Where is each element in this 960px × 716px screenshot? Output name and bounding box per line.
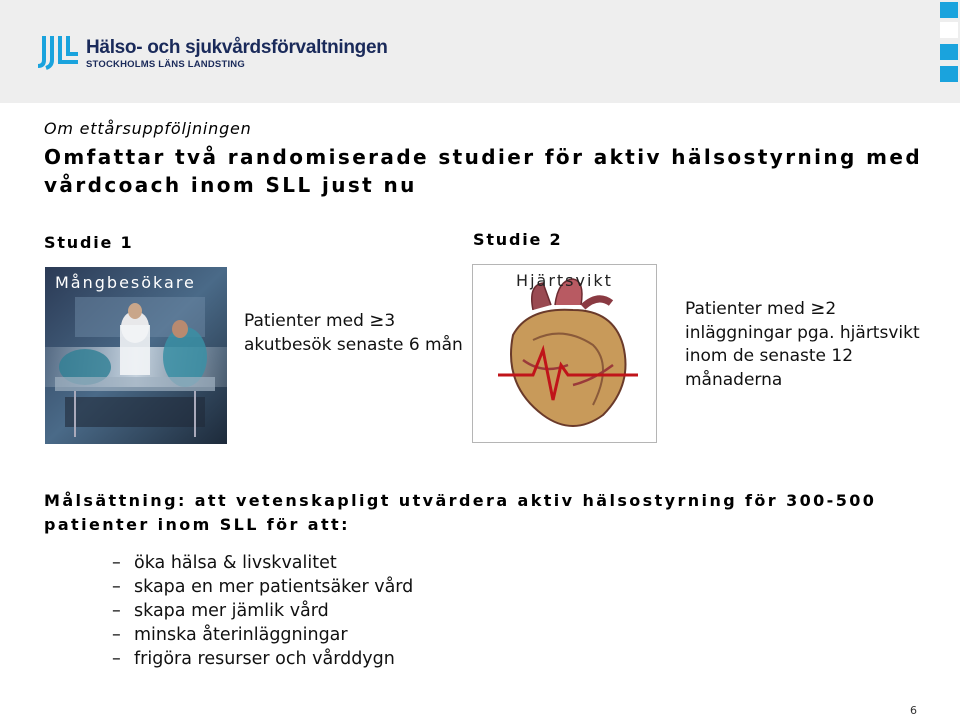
greater-equal-symbol: ≥ [369, 310, 385, 331]
list-item-text: skapa mer jämlik vård [134, 601, 329, 621]
bullet-dash: – [112, 625, 121, 645]
list-item [112, 647, 413, 671]
bullet-dash: – [112, 553, 121, 573]
emergency-room-photo [45, 267, 227, 444]
org-sub: STOCKHOLMS LÄNS LANDSTING [86, 59, 245, 70]
study2-description [685, 297, 935, 392]
study2-label: Studie 2 [473, 230, 563, 249]
sll-logo-icon [38, 36, 80, 70]
bullet-dash: – [112, 601, 121, 621]
intro-text: Om ettårsuppföljningen [44, 119, 252, 138]
study1-desc-before: Patienter med [244, 311, 370, 331]
bullet-dash: – [112, 577, 121, 597]
list-item-text: minska återinläggningar [134, 625, 348, 645]
list-item [112, 575, 413, 599]
greater-equal-symbol: ≥ [810, 298, 826, 319]
page-number: 6 [910, 704, 917, 716]
study1-desc-after: 3 akutbesök senaste 6 mån [244, 311, 463, 355]
goal-list [112, 551, 413, 671]
study1-image-caption: Mångbesökare [55, 273, 196, 292]
list-item-text: skapa en mer patientsäker vård [134, 577, 414, 597]
org-name: Hälso- och sjukvårdsförvaltningen [86, 37, 388, 58]
study2-desc-after: 2 inläggningar pga. hjärtsvikt inom de senaste 12 månaderna [685, 299, 920, 390]
list-item [112, 599, 413, 623]
list-item [112, 551, 413, 575]
bullet-dash: – [112, 649, 121, 669]
list-item [112, 623, 413, 647]
corner-decoration [938, 0, 960, 90]
heart-illustration [472, 264, 657, 443]
goal-statement: Målsättning: att vetenskapligt utvärdera aktiv hälsostyrning för 300-500 patienter inom SLL för att: [44, 491, 877, 534]
study2-desc-before: Patienter med [685, 299, 811, 319]
list-item-text: frigöra resurser och vårddygn [134, 649, 395, 669]
headline: Omfattar två randomiserade studier för aktiv hälsostyrning med vårdcoach inom SLL just nu [44, 145, 923, 197]
study1-description [244, 309, 464, 357]
study2-image-caption: Hjärtsvikt [516, 271, 613, 290]
list-item-text: öka hälsa & livskvalitet [134, 553, 337, 573]
study1-label: Studie 1 [44, 233, 134, 252]
header-bar [0, 0, 960, 103]
